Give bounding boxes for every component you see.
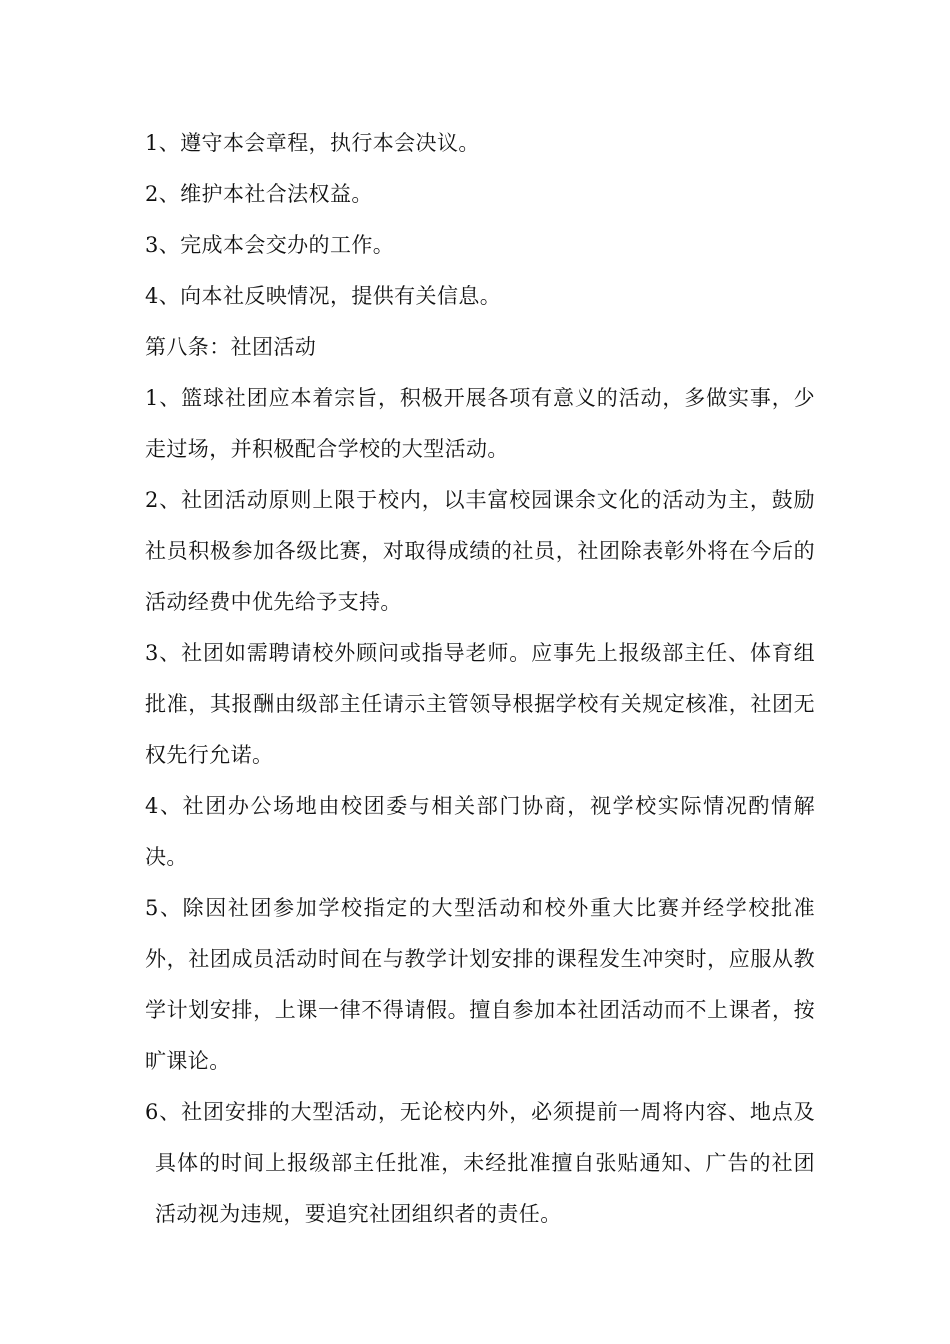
paragraph-activity-4: 4、社团办公场地由校团委与相关部门协商，视学校实际情况酌情解决。 bbox=[145, 794, 815, 869]
paragraph-member-duty-2: 2、维护本社合法权益。 bbox=[145, 182, 373, 206]
section-heading-article-8: 第八条：社团活动 bbox=[145, 335, 317, 359]
paragraph-activity-3: 3、社团如需聘请校外顾问或指导老师。应事先上报级部主任、体育组批准，其报酬由级部主任请示主管领导根据学校有关规定核准，社团无权先行允诺。 bbox=[145, 641, 815, 767]
document-body bbox=[145, 118, 815, 1240]
paragraph-activity-1: 1、篮球社团应本着宗旨，积极开展各项有意义的活动，多做实事，少走过场，并积极配合学校的大型活动。 bbox=[145, 386, 815, 461]
paragraph-activity-5: 5、除因社团参加学校指定的大型活动和校外重大比赛并经学校批准外，社团成员活动时间在与教学计划安排的课程发生冲突时，应服从教学计划安排，上课一律不得请假。擅自参加本社团活动而不上课者，按旷课论。 bbox=[145, 896, 815, 1073]
paragraph-activity-2: 2、社团活动原则上限于校内，以丰富校园课余文化的活动为主，鼓励社员积极参加各级比赛，对取得成绩的社员，社团除表彰外将在今后的活动经费中优先给予支持。 bbox=[145, 488, 815, 614]
paragraph-activity-6: 6、社团安排的大型活动，无论校内外，必须提前一周将内容、地点及具体的时间上报级部主任批准，未经批准擅自张贴通知、广告的社团活动视为违规，要追究社团组织者的责任。 bbox=[145, 1100, 815, 1226]
paragraph-member-duty-3: 3、完成本会交办的工作。 bbox=[145, 233, 395, 257]
paragraph-member-duty-4: 4、向本社反映情况，提供有关信息。 bbox=[145, 284, 502, 308]
paragraph-member-duty-1: 1、遵守本会章程，执行本会决议。 bbox=[145, 131, 480, 155]
